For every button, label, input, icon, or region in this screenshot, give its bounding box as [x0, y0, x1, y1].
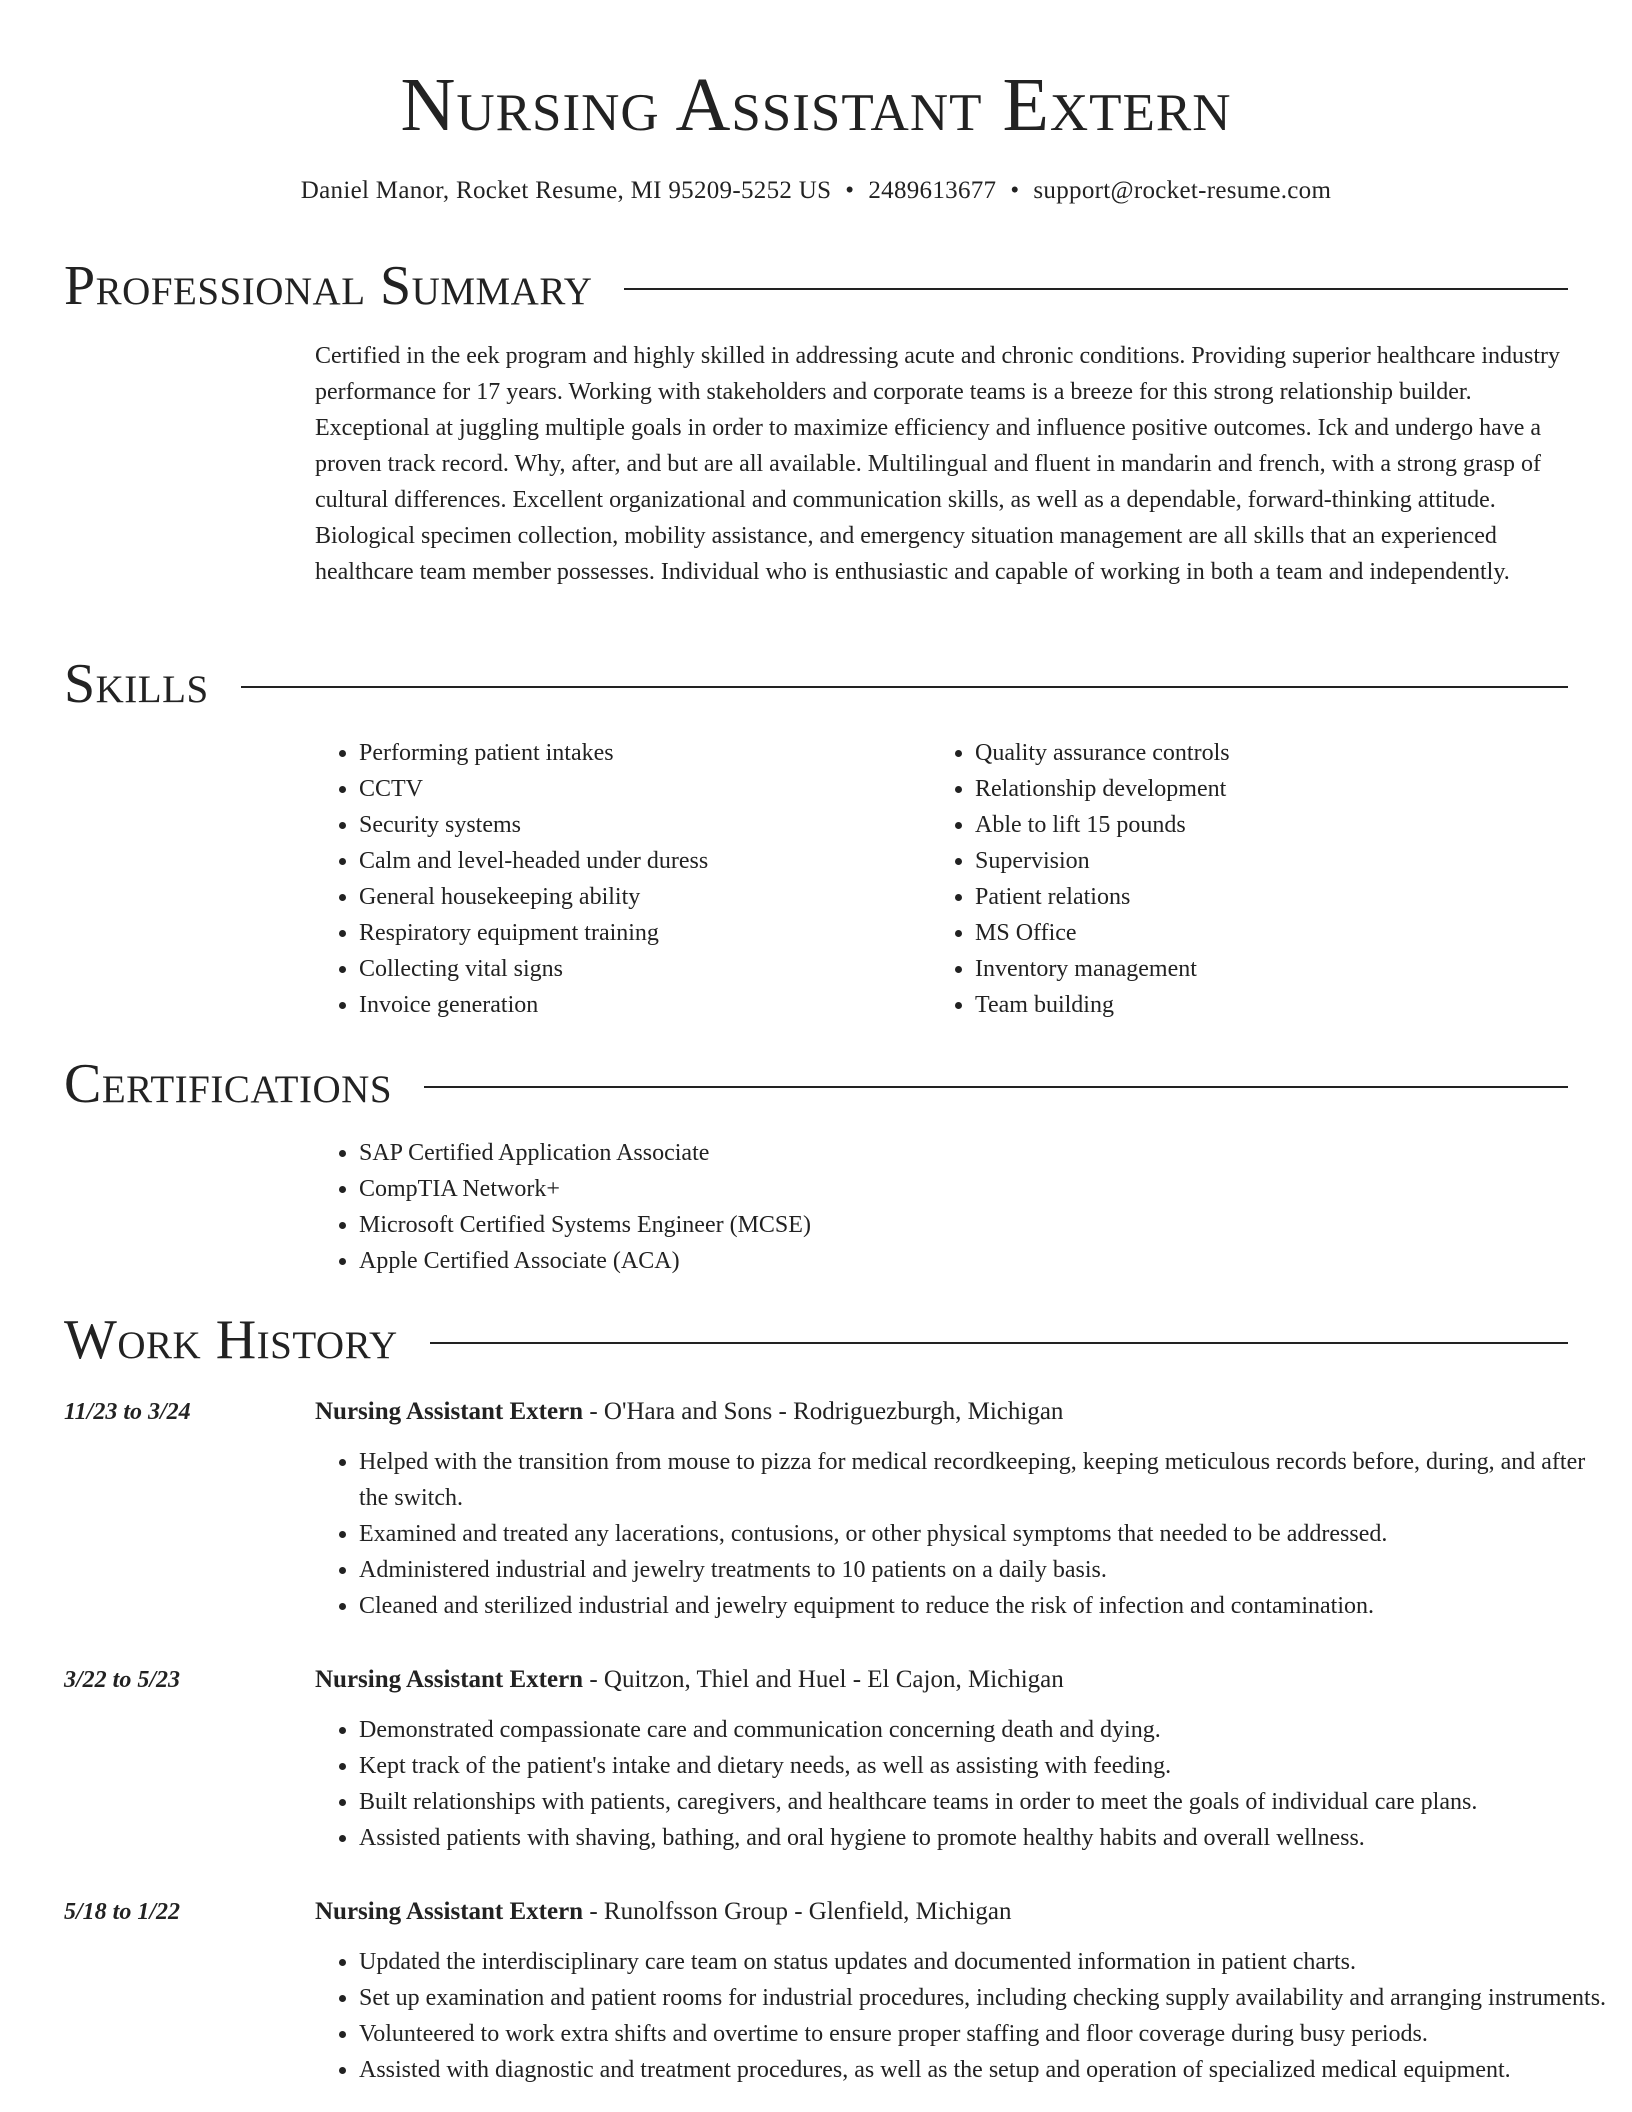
skill-item: • MS Office	[975, 915, 1612, 951]
work-role: Nursing Assistant Extern	[315, 1666, 584, 1693]
work-bullets	[315, 1444, 1612, 1624]
resume-title: Nursing Assistant Extern	[400, 63, 1232, 147]
certification-item: • SAP Certified Application Associate	[359, 1135, 1359, 1171]
certification-item: • Apple Certified Associate (ACA)	[359, 1243, 1359, 1279]
contact-address: Daniel Manor, Rocket Resume, MI 95209-5252 US	[300, 177, 832, 204]
work-heading	[315, 1894, 1568, 1930]
skill-item: • General housekeeping ability	[359, 879, 959, 915]
skills-section-title: Skills	[64, 653, 209, 715]
certifications-section-header	[64, 1052, 1568, 1116]
skill-item: • Performing patient intakes	[359, 735, 959, 771]
section-divider	[430, 1342, 1568, 1344]
contact-email: support@rocket-resume.com	[1033, 177, 1332, 204]
work-section-header	[64, 1308, 1568, 1372]
work-bullet: • Assisted with diagnostic and treatment procedures, as well as the setup and operation of specialized medical equipment.	[359, 2052, 1612, 2088]
skill-item: • Security systems	[359, 807, 959, 843]
skills-list-right	[931, 735, 1612, 1023]
summary-section-header	[64, 254, 1568, 318]
section-divider	[624, 288, 1568, 290]
work-role: Nursing Assistant Extern	[315, 1898, 584, 1925]
contact-separator: •	[845, 177, 855, 204]
section-divider	[424, 1086, 1568, 1088]
work-bullet: • Volunteered to work extra shifts and overtime to ensure proper staffing and floor coverage during busy periods.	[359, 2016, 1612, 2052]
work-section-title: Work History	[64, 1309, 398, 1371]
work-heading	[315, 1662, 1568, 1698]
work-role: Nursing Assistant Extern	[315, 1398, 584, 1425]
work-dates: 5/18 to 1/22	[64, 1899, 181, 1925]
skill-item: • Inventory management	[975, 951, 1612, 987]
skill-item: • Relationship development	[975, 771, 1612, 807]
summary-text: Certified in the eek program and highly skilled in addressing acute and chronic conditions. Providing superior healthcare industry performance for 17 years. Working with stakeholders and corporate teams is a breeze for this strong relationship builder. Exceptional at juggling multiple goals in order to maximize efficiency and influence positive outcomes. Ick and undergo have a proven track record. Why, after, and but are all available. Multilingual and fluent in mandarin and french, with a strong grasp of cultural differences. Excellent organizational and communication skills, as well as a dependable, forward-thinking attitude. Biological specimen collection, mobility assistance, and emergency situation management are all skills that an experienced healthcare team member possesses. Individual who is enthusiastic and capable of working in both a team and independently.	[315, 343, 1561, 585]
section-divider	[241, 686, 1568, 688]
certification-item: • CompTIA Network+	[359, 1171, 1359, 1207]
work-bullet: • Examined and treated any lacerations, contusions, or other physical symptoms that needed to be addressed.	[359, 1516, 1612, 1552]
work-heading	[315, 1394, 1568, 1430]
skill-item: • Respiratory equipment training	[359, 915, 959, 951]
work-bullet: • Kept track of the patient's intake and dietary needs, as well as assisting with feeding.	[359, 1748, 1612, 1784]
work-bullets	[315, 1712, 1612, 1856]
work-bullet: • Built relationships with patients, caregivers, and healthcare teams in order to meet the goals of individual care plans.	[359, 1784, 1612, 1820]
skill-item: • Supervision	[975, 843, 1612, 879]
skill-item: • Calm and level-headed under duress	[359, 843, 959, 879]
work-employer: - Quitzon, Thiel and Huel - El Cajon, Michigan	[583, 1666, 1064, 1693]
contact-line	[0, 174, 1632, 208]
work-bullet: • Set up examination and patient rooms for industrial procedures, including checking supply availability and arranging instruments.	[359, 1980, 1612, 2016]
skills-list-left	[315, 735, 959, 1023]
skill-item: • CCTV	[359, 771, 959, 807]
skill-item: • Collecting vital signs	[359, 951, 959, 987]
work-employer: - Runolfsson Group - Glenfield, Michigan	[583, 1898, 1012, 1925]
work-bullets	[315, 1944, 1612, 2088]
work-bullet: • Cleaned and sterilized industrial and jewelry equipment to reduce the risk of infection and contamination.	[359, 1588, 1612, 1624]
work-dates: 11/23 to 3/24	[64, 1399, 191, 1425]
work-employer: - O'Hara and Sons - Rodriguezburgh, Michigan	[583, 1398, 1064, 1425]
summary-section-title: Professional Summary	[64, 255, 593, 317]
skill-item: • Invoice generation	[359, 987, 959, 1023]
skills-section-header	[64, 652, 1568, 716]
work-dates: 3/22 to 5/23	[64, 1667, 181, 1693]
skill-item: • Team building	[975, 987, 1612, 1023]
certification-item: • Microsoft Certified Systems Engineer (MCSE)	[359, 1207, 1359, 1243]
certifications-section-title: Certifications	[64, 1053, 393, 1115]
work-bullet: • Updated the interdisciplinary care team on status updates and documented information in patient charts.	[359, 1944, 1612, 1980]
skill-item: • Able to lift 15 pounds	[975, 807, 1612, 843]
work-bullet: • Assisted patients with shaving, bathing, and oral hygiene to promote healthy habits and overall wellness.	[359, 1820, 1612, 1856]
work-bullet: • Administered industrial and jewelry treatments to 10 patients on a daily basis.	[359, 1552, 1612, 1588]
contact-separator: •	[1010, 177, 1020, 204]
skill-item: • Quality assurance controls	[975, 735, 1612, 771]
certifications-list	[315, 1135, 1359, 1279]
work-bullet: • Helped with the transition from mouse to pizza for medical recordkeeping, keeping meticulous records before, during, and after the switch.	[359, 1444, 1612, 1516]
skill-item: • Patient relations	[975, 879, 1612, 915]
contact-phone: 2489613677	[868, 177, 997, 204]
work-bullet: • Demonstrated compassionate care and communication concerning death and dying.	[359, 1712, 1612, 1748]
